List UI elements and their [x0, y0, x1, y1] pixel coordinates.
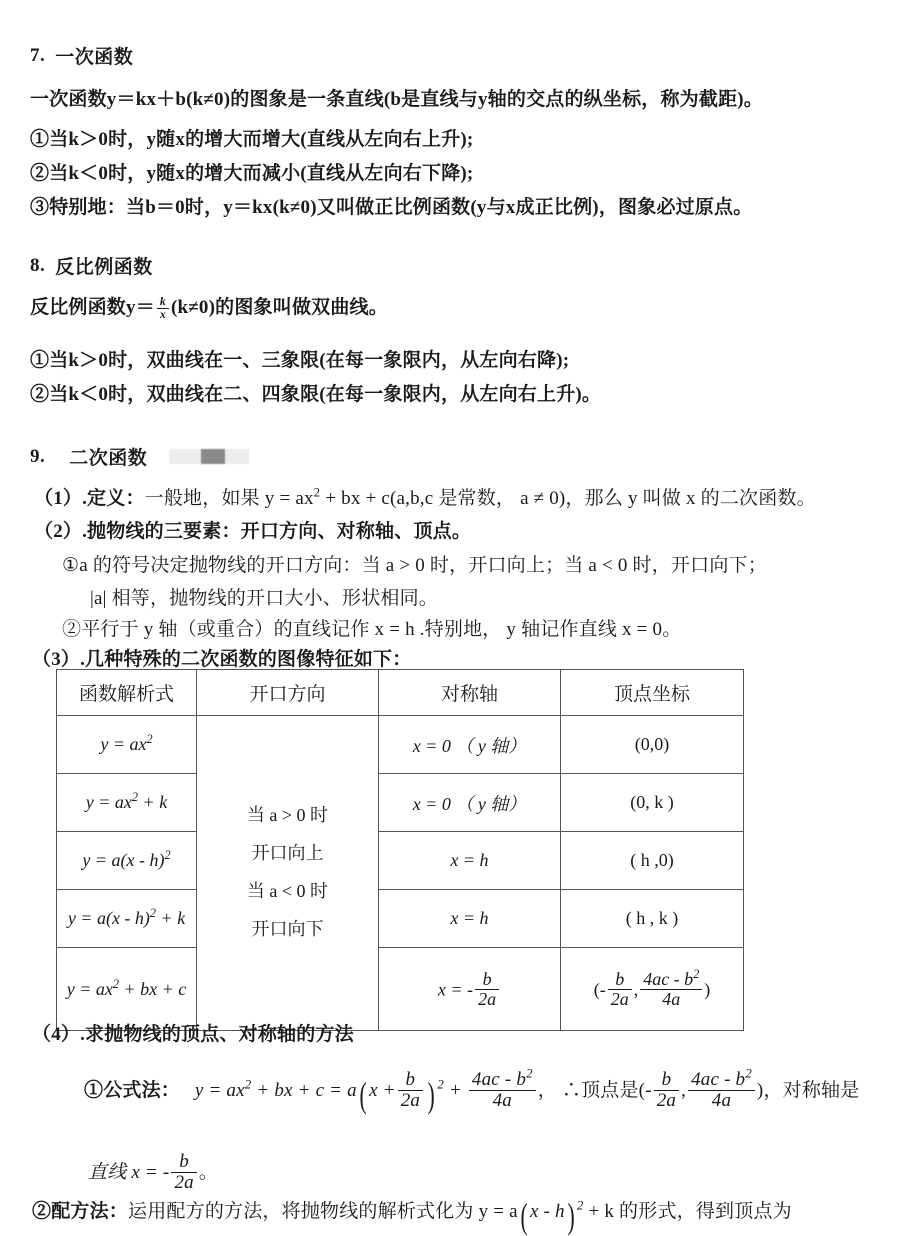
cell-vertex: ( h ,0): [561, 832, 744, 890]
cell-vertex: (0, k ): [561, 774, 744, 832]
method-formula-axis-line: [88, 1152, 218, 1193]
fraction-numerator: [469, 1065, 536, 1091]
axis-line-prefix: 直线 x = -: [88, 1162, 170, 1184]
fraction-denominator: x: [159, 308, 166, 322]
fraction-denominator: 4a: [662, 988, 681, 1009]
numerator-exponent: 2: [526, 1065, 533, 1081]
plus-sign: +: [443, 1080, 467, 1102]
expr-exponent: 2: [149, 906, 157, 920]
table-header-vertex: 顶点坐标: [561, 670, 744, 716]
method-2-text-a: 运用配方的方法，将抛物线的解析式化为 y = a: [128, 1201, 518, 1222]
expr-part-a: y = ax: [100, 734, 147, 754]
section-8-intro-pre: 反比例函数y＝: [30, 297, 155, 318]
paren-close: ): [704, 979, 711, 1000]
section-9-item-1-text-b: + bx + c(a,b,c 是常数， a ≠ 0)，那么 y 叫做 x 的二次函数。: [320, 488, 816, 509]
cell-axis: x = 0 （ y 轴）: [379, 774, 561, 832]
direction-line-3: 当 a < 0 时: [246, 881, 329, 901]
method-1-label: ①公式法：: [84, 1080, 181, 1102]
cell-expression: [57, 716, 197, 774]
section-7-title: 一次函数: [55, 47, 134, 68]
cell-vertex: (0,0): [561, 716, 744, 774]
expr-part-a: y = ax: [66, 978, 113, 999]
section-9-item-1-text-a: 一般地，如果 y = ax: [144, 488, 314, 509]
quadratic-features-table-wrap: [0, 669, 744, 1031]
expr-part-a: y = a(x - h): [67, 908, 150, 928]
exponent-2: 2: [313, 484, 321, 500]
redacted-block: [169, 449, 249, 464]
expr-part-b: + bx + c: [118, 978, 187, 999]
fraction-4ac-minus-b2-over-4a: [469, 1065, 536, 1111]
paren-open: (: [638, 1080, 646, 1102]
method-1-tail-b: ，对称轴是: [763, 1080, 860, 1102]
section-9-item-2-sub-2: ②平行于 y 轴（或重合）的直线记作 x = h .特别地， y 轴记作直线 x = 0。: [62, 619, 682, 640]
paren-open: (: [593, 979, 600, 1000]
fraction-b-over-2a: [608, 970, 632, 1009]
expr-part-a: y = ax: [85, 792, 132, 812]
minus-sign: -: [599, 979, 606, 1000]
exponent-2: 2: [437, 1076, 444, 1092]
expr-exponent: 2: [131, 790, 139, 804]
fraction-numerator: b: [398, 1070, 423, 1091]
section-9-item-4-label: （4）.求抛物线的顶点、对称轴的方法: [32, 1024, 354, 1045]
section-7-item-3: ③特别地：当b＝0时，y＝kx(k≠0)又叫做正比例函数(y与x成正比例)，图象必过原点。: [30, 197, 753, 218]
section-9-item-1-label: （1）.定义：: [34, 488, 145, 509]
exponent-2: 2: [244, 1076, 252, 1092]
fraction-numerator: [640, 966, 702, 990]
cell-expression: [57, 774, 197, 832]
cell-vertex: ( h , k ): [561, 890, 744, 948]
section-9-item-1: [34, 483, 816, 510]
quadratic-features-table: [56, 669, 744, 1031]
cell-expression: [57, 832, 197, 890]
fraction-numerator: b: [654, 1070, 679, 1091]
fraction-denominator: 2a: [478, 988, 497, 1009]
numerator-text: 4ac - b: [471, 1069, 527, 1090]
comma: ,: [681, 1080, 687, 1102]
method-2-text-c: + k 的形式，得到顶点为: [583, 1201, 792, 1222]
expr-exponent: 2: [146, 732, 153, 746]
fraction-denominator: 2a: [174, 1171, 194, 1193]
section-8-title: 反比例函数: [55, 257, 153, 278]
fraction-denominator: 2a: [656, 1089, 677, 1111]
section-7-intro: 一次函数y＝kx＋b(k≠0)的图象是一条直线(b是直线与y轴的交点的纵坐标，称为截距)。: [30, 89, 764, 110]
section-8-intro-post: (k≠0)的图象叫做双曲线。: [171, 297, 388, 318]
fraction-denominator: 4a: [492, 1089, 512, 1111]
paren-close: ): [756, 1080, 764, 1102]
table-header-axis: 对称轴: [379, 670, 561, 716]
expr-exponent: 2: [112, 976, 119, 991]
table-row: [57, 716, 744, 774]
section-9-title: 二次函数: [69, 448, 148, 469]
cell-opening-direction: [197, 716, 379, 1031]
section-8-item-1: ①当k＞0时，双曲线在一、三象限(在每一象限内，从左向右降);: [30, 350, 570, 371]
cell-vertex: [561, 948, 744, 1031]
numerator-text: 4ac - b: [643, 968, 694, 989]
table-row: [57, 890, 744, 948]
paren-close-large: ): [567, 1195, 575, 1236]
expr-part-a: y = a(x - h): [82, 850, 165, 870]
section-9-number: 9.: [30, 445, 46, 467]
minus-sign: -: [645, 1080, 652, 1102]
expr-part-b: + k: [138, 792, 168, 812]
direction-line-1: 当 a > 0 时: [246, 805, 329, 826]
method-1-tail-a: ， ∴顶点是: [537, 1080, 639, 1102]
fraction-numerator: b: [171, 1152, 196, 1173]
fraction-b-over-2a: [398, 1070, 423, 1111]
paren-close-large: ): [427, 1074, 435, 1115]
cell-expression: [57, 890, 197, 948]
fraction-denominator: 2a: [610, 988, 629, 1009]
section-8-heading: [30, 252, 153, 279]
fraction-b-over-2a: [171, 1152, 196, 1193]
cell-axis: x = 0 （ y 轴）: [379, 716, 561, 774]
cell-axis: [379, 948, 561, 1031]
inner-x-plus: x +: [369, 1080, 396, 1102]
table-row: [57, 832, 744, 890]
cell-axis: x = h: [379, 890, 561, 948]
section-9-item-3-label: （3）.几种特殊的二次函数的图像特征如下：: [32, 649, 412, 670]
section-9-item-2-sub-1b: |a| 相等，抛物线的开口大小、形状相同。: [90, 588, 438, 609]
formula-lhs: y = ax: [184, 1080, 245, 1102]
section-7-item-2: ②当k＜0时，y随x的增大而减小(直线从左向右下降);: [30, 163, 474, 184]
expr-part-b: + k: [156, 908, 186, 928]
direction-line-2: 开口向上: [251, 843, 324, 864]
formula-lhs-rest: + bx + c = a: [251, 1080, 357, 1102]
section-9-item-2: [34, 516, 471, 543]
fraction-denominator: 4a: [711, 1089, 732, 1111]
fraction-numerator: k: [157, 296, 169, 309]
method-2-text-b: x - h: [529, 1201, 565, 1222]
fraction-4ac-minus-b2-over-4a: [688, 1065, 755, 1111]
section-9-heading: [30, 443, 249, 470]
table-header-direction: 开口方向: [197, 670, 379, 716]
numerator-exponent: 2: [693, 966, 700, 981]
section-8-item-2: ②当k＜0时，双曲线在二、四象限(在每一象限内，从左向右上升)。: [30, 384, 602, 405]
method-2-label: ②配方法：: [32, 1201, 129, 1222]
section-7-item-1: ①当k＞0时，y随x的增大而增大(直线从左向右上升);: [30, 129, 474, 150]
direction-line-4: 开口向下: [251, 918, 324, 939]
comma: ,: [633, 979, 639, 1000]
paren-open-large: (: [359, 1074, 367, 1115]
method-completing-square-line: [32, 1195, 792, 1236]
section-9-item-2-sub-1: ①a 的符号决定抛物线的开口方向：当 a > 0 时，开口向上；当 a < 0 时，开口向下；: [62, 555, 767, 576]
table-header-expression: 函数解析式: [57, 670, 197, 716]
section-8-intro: [30, 292, 388, 322]
axis-line-suffix: 。: [198, 1162, 219, 1184]
numerator-text: 4ac - b: [691, 1069, 746, 1090]
section-8-number: 8.: [30, 254, 46, 276]
cell-axis: x = h: [379, 832, 561, 890]
section-7-heading: [30, 42, 133, 69]
method-formula-line: [84, 1065, 860, 1115]
section-9-item-2-label: （2）.抛物线的三要素：: [34, 521, 241, 542]
fraction-numerator: b: [608, 970, 632, 990]
fraction-numerator: b: [475, 970, 499, 990]
fraction-denominator: 2a: [400, 1089, 421, 1111]
expr-exponent: 2: [164, 848, 171, 862]
fraction-b-over-2a: [654, 1070, 679, 1111]
section-9-item-2-text: 开口方向、对称轴、顶点。: [240, 521, 472, 542]
fraction-numerator: [688, 1065, 755, 1091]
fraction-4ac-minus-b2-over-4a: [640, 966, 702, 1009]
fraction-b-over-2a: [475, 970, 499, 1009]
section-7-number: 7.: [30, 44, 46, 66]
axis-prefix: x = -: [437, 979, 474, 1000]
fraction-k-over-x: [157, 296, 169, 322]
numerator-exponent: 2: [745, 1065, 752, 1081]
exponent-2: 2: [576, 1197, 584, 1213]
paren-open-large: (: [520, 1195, 528, 1236]
table-row: [57, 774, 744, 832]
table-header-row: [57, 670, 744, 716]
